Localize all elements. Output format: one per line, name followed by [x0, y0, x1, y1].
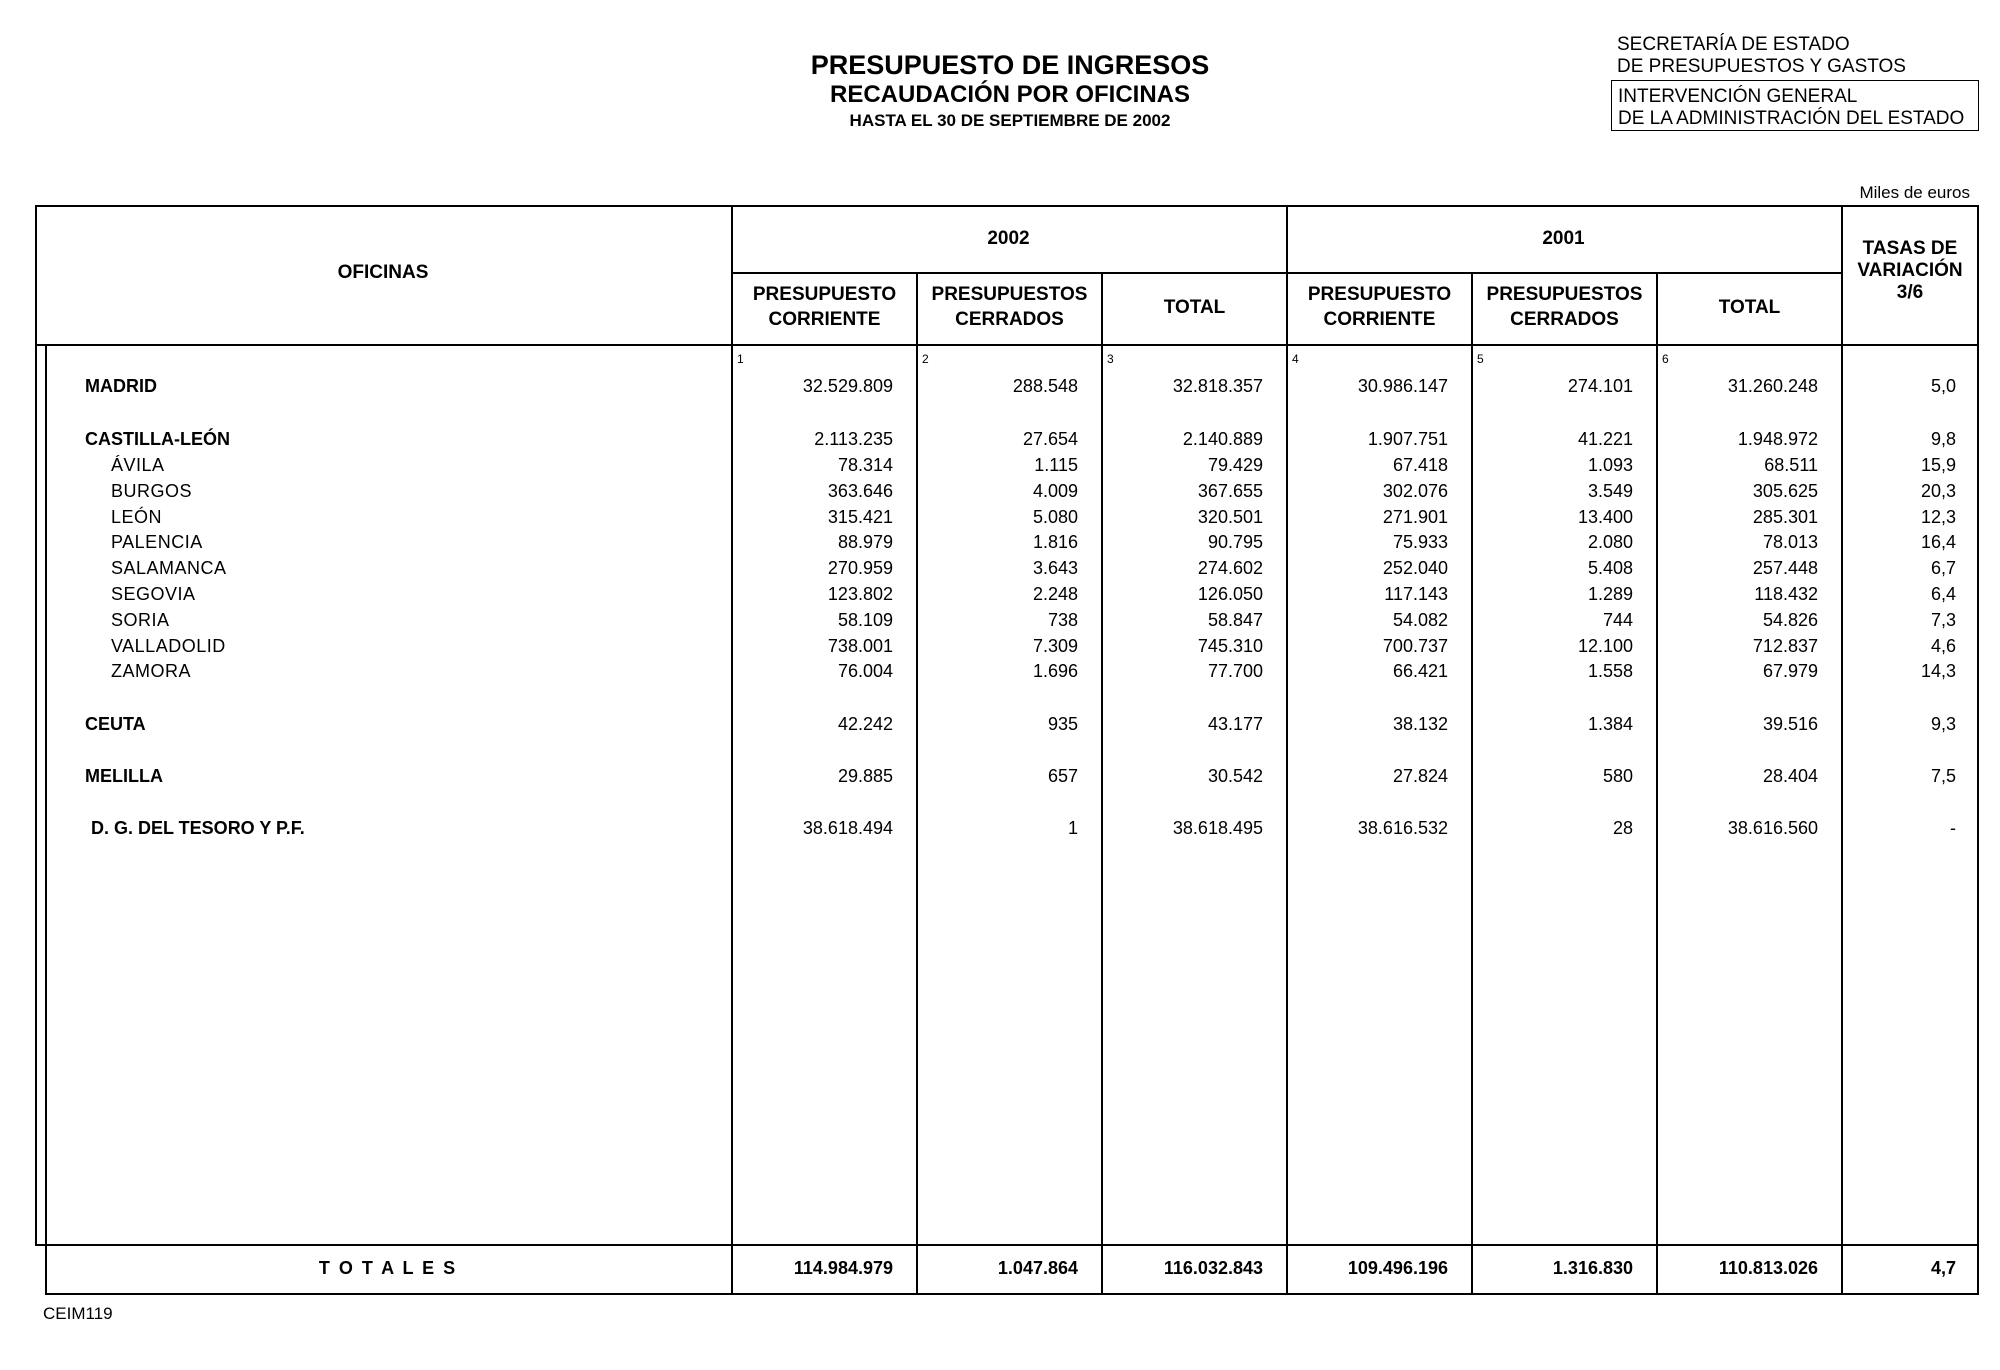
cell-value: 270.959: [827, 558, 893, 578]
cell-value: 5.080: [1032, 507, 1078, 527]
cell-value: 32.529.809: [802, 376, 893, 396]
office-name: SEGOVIA: [111, 584, 196, 604]
cell-value: 1: [1067, 818, 1078, 838]
column-number: 2: [922, 352, 929, 366]
cell-value: 31.260.248: [1727, 376, 1818, 396]
cell-value: 126.050: [1197, 584, 1263, 604]
cell-value: 2.140.889: [1182, 429, 1263, 449]
cell-value: 1.696: [1032, 661, 1078, 681]
total-value: 114.984.979: [793, 1258, 893, 1278]
cell-value: 30.542: [1207, 766, 1263, 786]
cell-value: 745.310: [1197, 636, 1263, 656]
cell-value: 315.421: [827, 507, 893, 527]
office-name: CEUTA: [85, 714, 146, 734]
column-number: 1: [737, 352, 744, 366]
cell-rate: 7,5: [1930, 766, 1956, 786]
cell-value: 32.818.357: [1172, 376, 1263, 396]
table-bottom-border: [45, 1293, 1979, 1295]
table-row: [0, 714, 2000, 740]
cell-rate: 9,3: [1930, 714, 1956, 734]
col-header-total: TOTAL: [1718, 297, 1781, 318]
cell-value: 41.221: [1577, 429, 1633, 449]
cell-value: 39.516: [1762, 714, 1818, 734]
office-name: PALENCIA: [111, 532, 203, 552]
cell-value: 257.448: [1752, 558, 1818, 578]
cell-value: 76.004: [837, 661, 893, 681]
total-rate: 4,7: [1930, 1258, 1956, 1278]
office-name: MELILLA: [85, 766, 163, 786]
cell-value: 580: [1602, 766, 1633, 786]
table-row: [0, 532, 2000, 558]
cell-value: 3.643: [1032, 558, 1078, 578]
units-label: Miles de euros: [1859, 183, 1970, 202]
cell-value: 67.979: [1762, 661, 1818, 681]
cell-value: 43.177: [1207, 714, 1263, 734]
cell-rate: -: [1950, 818, 1956, 838]
cell-value: 75.933: [1392, 532, 1448, 552]
column-number: 3: [1107, 352, 1114, 366]
cell-value: 274.602: [1197, 558, 1263, 578]
cell-value: 252.040: [1382, 558, 1448, 578]
org-box: INTERVENCIÓN GENERAL DE LA ADMINISTRACIÓN DEL ESTADO: [1611, 80, 1979, 131]
cell-value: 1.384: [1587, 714, 1633, 734]
office-name: VALLADOLID: [111, 636, 226, 656]
cell-value: 2.080: [1587, 532, 1633, 552]
col-header-oficinas: OFICINAS: [337, 262, 429, 283]
cell-value: 657: [1047, 766, 1078, 786]
right-border: [1977, 205, 1979, 1295]
column-number: 4: [1292, 352, 1299, 366]
cell-value: 367.655: [1197, 481, 1263, 501]
office-name: CASTILLA-LEÓN: [85, 429, 230, 449]
report-title: PRESUPUESTO DE INGRESOS: [810, 50, 1210, 80]
cell-value: 700.737: [1382, 636, 1448, 656]
cell-value: 1.289: [1587, 584, 1633, 604]
cell-value: 935: [1047, 714, 1078, 734]
office-name: D. G. DEL TESORO Y P.F.: [91, 818, 305, 838]
cell-value: 38.132: [1392, 714, 1448, 734]
column-number: 6: [1662, 352, 1669, 366]
col-header-presupuesto-corriente: PRESUPUESTO CORRIENTE: [1307, 284, 1452, 330]
cell-value: 78.013: [1762, 532, 1818, 552]
header-bottom-border: [35, 344, 1979, 346]
total-value: 110.813.026: [1718, 1258, 1818, 1278]
cell-value: 2.113.235: [814, 429, 893, 449]
cell-value: 38.618.494: [802, 818, 893, 838]
cell-value: 58.847: [1207, 610, 1263, 630]
table-row: [0, 584, 2000, 610]
body-bottom-border: [35, 1244, 1979, 1246]
cell-rate: 6,7: [1930, 558, 1956, 578]
office-name: SALAMANCA: [111, 558, 227, 578]
cell-value: 88.979: [837, 532, 893, 552]
office-name: ZAMORA: [111, 661, 192, 681]
cell-value: 38.616.532: [1357, 818, 1448, 838]
col-divider: [1286, 205, 1288, 1295]
cell-value: 7.309: [1032, 636, 1078, 656]
table-row: [0, 558, 2000, 584]
cell-rate: 15,9: [1920, 455, 1956, 475]
cell-value: 38.618.495: [1172, 818, 1263, 838]
cell-value: 77.700: [1207, 661, 1263, 681]
cell-value: 54.826: [1762, 610, 1818, 630]
cell-value: 30.986.147: [1357, 376, 1448, 396]
table-row: [0, 376, 2000, 402]
form-code: CEIM119: [43, 1304, 113, 1323]
cell-value: 79.429: [1207, 455, 1263, 475]
cell-value: 1.115: [1034, 455, 1078, 475]
cell-value: 1.907.751: [1367, 429, 1448, 449]
cell-rate: 12,3: [1920, 507, 1956, 527]
cell-value: 27.654: [1022, 429, 1078, 449]
cell-value: 66.421: [1392, 661, 1448, 681]
cell-value: 320.501: [1197, 507, 1263, 527]
cell-value: 1.948.972: [1737, 429, 1818, 449]
cell-rate: 20,3: [1920, 481, 1956, 501]
table-row: [0, 636, 2000, 662]
cell-value: 4.009: [1032, 481, 1078, 501]
total-value: 1.316.830: [1552, 1258, 1633, 1278]
cell-value: 117.143: [1384, 584, 1448, 604]
office-name: MADRID: [85, 376, 157, 396]
cell-value: 738: [1047, 610, 1078, 630]
report-header: [640, 50, 1380, 133]
office-name: SORIA: [111, 610, 170, 630]
cell-value: 68.511: [1764, 455, 1818, 475]
cell-value: 274.101: [1567, 376, 1633, 396]
col-header-total: TOTAL: [1163, 297, 1226, 318]
col-header-presupuestos-cerrados: PRESUPUESTOS CERRADOS: [1486, 284, 1643, 330]
total-value: 116.032.843: [1163, 1258, 1263, 1278]
table-row: [0, 429, 2000, 455]
table-row: [0, 610, 2000, 636]
cell-value: 54.082: [1392, 610, 1448, 630]
cell-value: 28: [1612, 818, 1633, 838]
office-name: LEÓN: [111, 507, 163, 527]
cell-value: 305.625: [1752, 481, 1818, 501]
cell-value: 2.248: [1032, 584, 1078, 604]
cell-rate: 7,3: [1930, 610, 1956, 630]
col-header-year-2001: 2001: [1542, 228, 1585, 249]
cell-value: 302.076: [1382, 481, 1448, 501]
cell-value: 123.802: [827, 584, 893, 604]
office-name: ÁVILA: [111, 455, 165, 475]
cell-value: 118.432: [1754, 584, 1818, 604]
cell-rate: 6,4: [1930, 584, 1956, 604]
cell-value: 78.314: [837, 455, 893, 475]
cell-value: 744: [1602, 610, 1633, 630]
table-row: [0, 455, 2000, 481]
cell-value: 12.100: [1577, 636, 1633, 656]
cell-value: 1.093: [1587, 455, 1633, 475]
office-name: BURGOS: [111, 481, 193, 501]
cell-value: 90.795: [1207, 532, 1263, 552]
cell-rate: 4,6: [1930, 636, 1956, 656]
cell-value: 5.408: [1587, 558, 1633, 578]
cell-rate: 9,8: [1930, 429, 1956, 449]
cell-value: 363.646: [827, 481, 893, 501]
cell-value: 67.418: [1392, 455, 1448, 475]
cell-value: 58.109: [837, 610, 893, 630]
cell-value: 712.837: [1752, 636, 1818, 656]
cell-rate: 14,3: [1920, 661, 1956, 681]
cell-value: 38.616.560: [1727, 818, 1818, 838]
cell-value: 42.242: [837, 714, 893, 734]
table-row: [0, 661, 2000, 687]
org-name: SECRETARÍA DE ESTADO DE PRESUPUESTOS Y GASTOS: [1617, 34, 1906, 77]
table-row: [0, 481, 2000, 507]
cell-value: 28.404: [1762, 766, 1818, 786]
total-value: 109.496.196: [1347, 1258, 1448, 1278]
col-divider: [731, 205, 733, 1295]
table-row: [0, 818, 2000, 844]
col-header-year-2002: 2002: [987, 228, 1030, 249]
column-number: 5: [1477, 352, 1484, 366]
cell-value: 3.549: [1587, 481, 1633, 501]
col-divider: [1841, 205, 1843, 1295]
cell-value: 29.885: [837, 766, 893, 786]
report-period: HASTA EL 30 DE SEPTIEMBRE DE 2002: [849, 111, 1171, 130]
total-value: 1.047.864: [997, 1258, 1078, 1278]
col-header-presupuestos-cerrados: PRESUPUESTOS CERRADOS: [931, 284, 1088, 330]
cell-rate: 5,0: [1930, 376, 1956, 396]
cell-value: 738.001: [827, 636, 893, 656]
table-row: [0, 766, 2000, 792]
cell-value: 1.816: [1032, 532, 1078, 552]
table-row: [0, 507, 2000, 533]
cell-value: 271.901: [1382, 507, 1448, 527]
cell-value: 285.301: [1752, 507, 1818, 527]
col-header-presupuesto-corriente: PRESUPUESTO CORRIENTE: [752, 284, 897, 330]
cell-value: 1.558: [1587, 661, 1633, 681]
cell-value: 13.400: [1577, 507, 1633, 527]
report-subtitle: RECAUDACIÓN POR OFICINAS: [829, 81, 1190, 108]
cell-value: 288.548: [1012, 376, 1078, 396]
table-top-border: [35, 205, 1979, 207]
totals-label: T O T A L E S: [318, 1258, 458, 1278]
cell-rate: 16,4: [1920, 532, 1956, 552]
col-header-rate: TASAS DE VARIACIÓN 3/6: [1857, 238, 1963, 303]
cell-value: 27.824: [1392, 766, 1448, 786]
